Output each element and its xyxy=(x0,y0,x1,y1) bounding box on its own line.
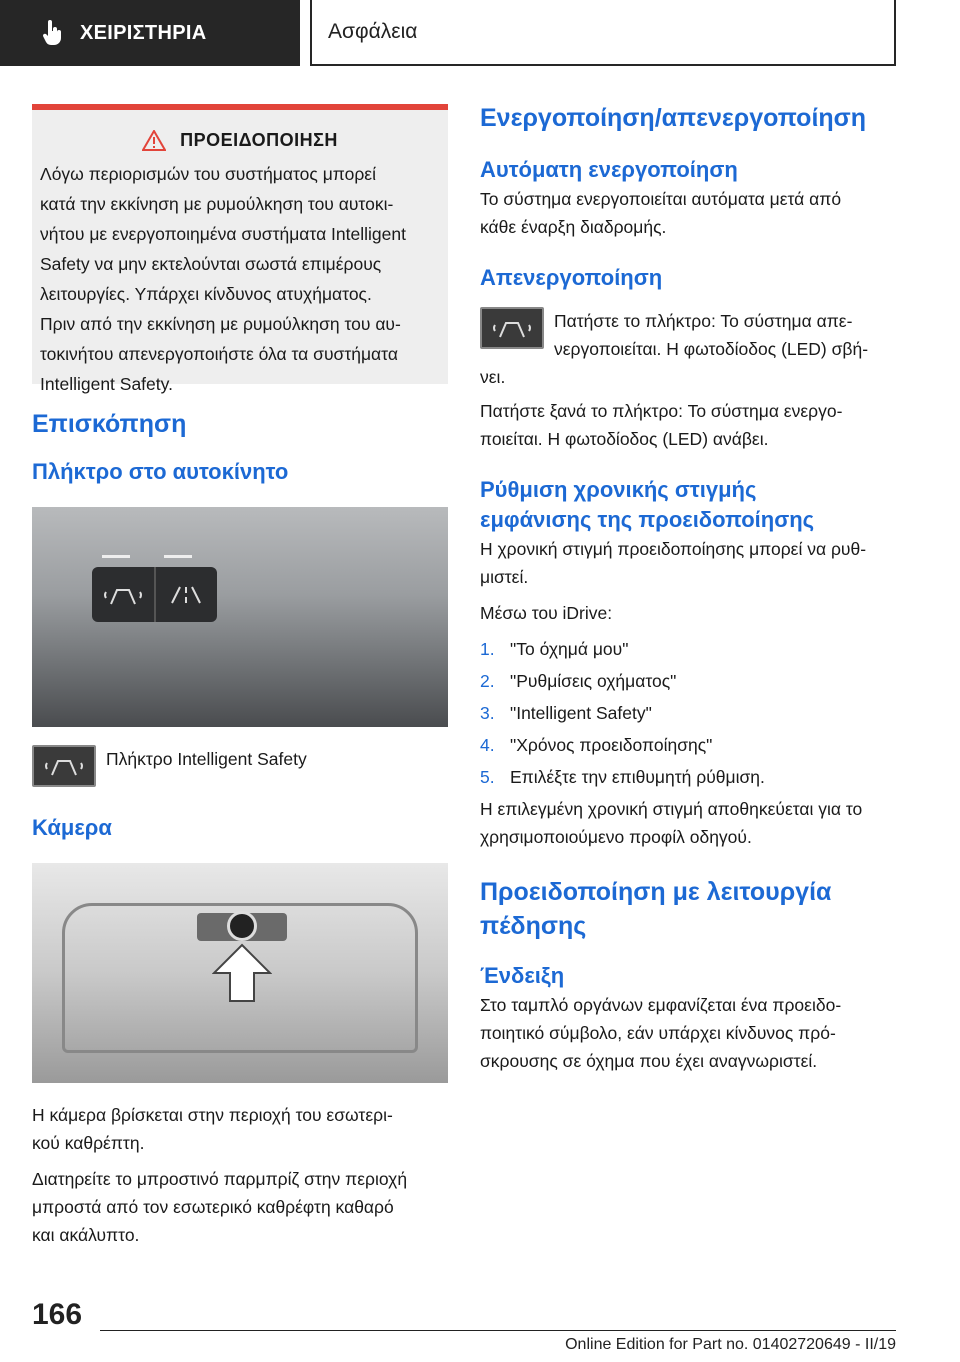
timing-heading: Ρύθμιση χρονικής στιγμής εμφάνισης της προειδοποίησης xyxy=(480,477,815,532)
deactivation-heading: Απενεργοποίηση xyxy=(480,265,663,290)
camera-lens xyxy=(227,911,257,941)
car-warning-icon xyxy=(492,317,532,339)
section-title: Ασφάλεια xyxy=(310,0,896,66)
intelligent-safety-symbol xyxy=(480,307,544,349)
activation-heading: Ενεργοποίηση/απενεργοποίηση xyxy=(480,104,867,132)
indication-text: Στο ταμπλό οργάνων εμφανίζεται ένα προειδο- ποιητικό σύμβολο, εάν υπάρχει κίνδυνος πρό- σκρουσης σε όχημα που έχει αναγνωριστεί. xyxy=(480,995,842,1071)
edition-label: Online Edition for Part no. 01402720649 - II/19 xyxy=(565,1336,896,1353)
warning-title: ΠΡΟΕΙΔΟΠΟΙΗΣΗ xyxy=(180,130,338,150)
car-warning-icon xyxy=(44,755,84,777)
intelligent-safety-button xyxy=(92,567,156,622)
manual-tab[interactable] xyxy=(0,0,300,66)
page-header xyxy=(0,0,960,66)
deactivation-text-end: νει. xyxy=(480,367,506,387)
button-panel-photo xyxy=(32,507,448,727)
camera-text-1: Η κάμερα βρίσκεται στην περιοχή του εσωτερι- κού καθρέπτη. xyxy=(32,1105,393,1153)
right-column xyxy=(480,104,896,1075)
saved-text: Η επιλεγμένη χρονική στιγμή αποθηκεύεται για το χρησιμοποιούμενο προφίλ οδηγού. xyxy=(480,799,863,847)
camera-photo xyxy=(32,863,448,1083)
via-idrive: Μέσω του iDrive: xyxy=(480,603,613,623)
button-caption: Πλήκτρο Intelligent Safety xyxy=(106,749,307,769)
pointing-hand-icon xyxy=(42,20,64,46)
auto-activation-heading: Αυτόματη ενεργοποίηση xyxy=(480,157,738,182)
braking-heading: Προειδοποίηση με λειτουργία πέδησης xyxy=(480,878,832,940)
manual-tab-label: ΧΕΙΡΙΣΤΗΡΙΑ xyxy=(80,21,207,44)
lane-icon xyxy=(168,585,204,605)
page-number: 166 xyxy=(32,1298,83,1331)
reactivation-text: Πατήστε ξανά το πλήκτρο: Το σύστημα ενεργο- ποιείται. Η φωτοδίοδος (LED) ανάβει. xyxy=(480,401,843,449)
warning-triangle-icon xyxy=(142,130,166,151)
left-column xyxy=(32,104,448,1249)
warning-box xyxy=(32,104,448,394)
list-item: 5. Επιλέξτε την επιθυμητή ρύθμιση. xyxy=(480,767,765,787)
indication-heading: Ένδειξη xyxy=(480,963,565,988)
deactivation-text: Πατήστε το πλήκτρο: Το σύστημα απε- νεργοποιείται. Η φωτοδίοδος (LED) σβή- xyxy=(554,311,869,359)
button-heading: Πλήκτρο στο αυτοκίνητο xyxy=(32,459,289,484)
list-item: 1. "Το όχημά μου" xyxy=(480,639,629,659)
footer-divider xyxy=(100,1330,896,1331)
list-item: 4. "Χρόνος προειδοποίησης" xyxy=(480,735,713,755)
car-warning-icon xyxy=(103,584,143,606)
timing-text: Η χρονική στιγμή προειδοποίησης μπορεί να ρυθ- μιστεί. xyxy=(480,539,867,587)
steps-list xyxy=(480,635,896,791)
list-item: 3. "Intelligent Safety" xyxy=(480,703,652,723)
camera-text-2: Διατηρείτε το μπροστινό παρμπρίζ στην περιοχή μπροστά από τον εσωτερικό καθρέφτη καθαρό και ακάλυπτο. xyxy=(32,1169,408,1245)
lane-assist-button xyxy=(156,567,218,622)
warning-text: Λόγω περιορισμών του συστήματος μπορεί κατά την εκκίνηση με ρυμούλκηση του αυτοκι- νήτου με ενεργοποιημένα συστήματα Intelligent Safety να μην εκτελούνται σωστά επιμέρους λειτουργίες. Υπάρχει κίνδυνος ατυχήματος. Πριν από την εκκίνηση με ρυμούλκηση του αυ- τοκινήτου απενεργοποιήστε όλα τα συστήματα Intelligent Safety. xyxy=(40,164,406,394)
page-footer xyxy=(32,1296,896,1356)
camera-heading: Κάμερα xyxy=(32,815,112,840)
list-item: 2. "Ρυθμίσεις οχήματος" xyxy=(480,671,677,691)
arrow-up-icon xyxy=(212,943,272,1003)
intelligent-safety-symbol xyxy=(32,745,96,787)
auto-activation-text: Το σύστημα ενεργοποιείται αυτόματα μετά από κάθε έναρξη διαδρομής. xyxy=(480,189,842,237)
overview-heading: Επισκόπηση xyxy=(32,410,187,438)
